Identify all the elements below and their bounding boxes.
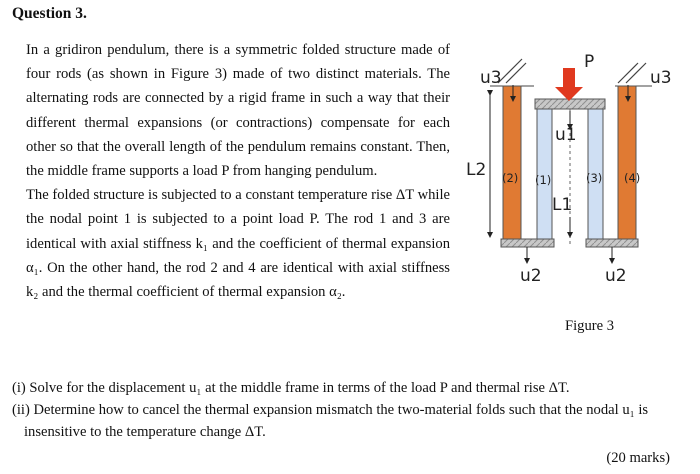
rod-4: [618, 86, 636, 241]
question-title: Question 3.: [12, 5, 87, 22]
rod-2-label: (2): [502, 171, 519, 185]
rod-4-label: (4): [624, 171, 641, 185]
rod-3-label: (3): [586, 171, 603, 185]
question-part-i: (i) Solve for the displacement u₁ at the middle frame in terms of the load P and thermal rise ΔT.: [12, 380, 570, 396]
paragraph-intro: In a gridiron pendulum, there is a symmetric folded structure made of four rods (as shown in Figure 3) made of two distinct materials. The alternating rods are connected by a rigid frame in such a way that their different thermal expansions (or contractions) compensate for each other so that the overall length of the pendulum remains constant. Then, the middle frame supports a load P from hanging pendulum.: [26, 42, 450, 180]
rod-1-label: (1): [535, 173, 552, 187]
load-arrow: [555, 68, 583, 101]
marks-label: (20 marks): [606, 450, 670, 466]
u1-label: u1: [555, 125, 577, 145]
figure-3: [450, 45, 700, 300]
figure-caption: Figure 3: [565, 318, 615, 334]
question-part-ii: (ii) Determine how to cancel the thermal expansion mismatch the two-material folds such that the nodal u₁ is insensitive to the temperature change ΔT.: [12, 402, 649, 440]
question-parts: [12, 377, 680, 443]
gridiron-pendulum-diagram: [450, 45, 700, 300]
load-label: P: [584, 52, 595, 72]
l1-label: L1: [552, 195, 573, 215]
problem-statement: [26, 38, 450, 304]
u3-right-label: u3: [650, 68, 672, 88]
u3-left-label: u3: [480, 68, 502, 88]
u2-left-label: u2: [520, 266, 542, 286]
l2-label: L2: [466, 160, 487, 180]
rod-2: [503, 86, 521, 241]
right-ground-support: [615, 63, 652, 86]
u2-right-label: u2: [605, 266, 627, 286]
paragraph-loading: The folded structure is subjected to a constant temperature rise ΔT while the nodal point 1 is subjected to a point load P. The rod 1 and 3 are identical with axial stiffness k₁ and the coefficient of thermal expansion α₁. On the other hand, the rod 2 and 4 are identical with axial stiffness k₂ and the thermal coefficient of thermal expansion α₂.: [26, 187, 450, 301]
